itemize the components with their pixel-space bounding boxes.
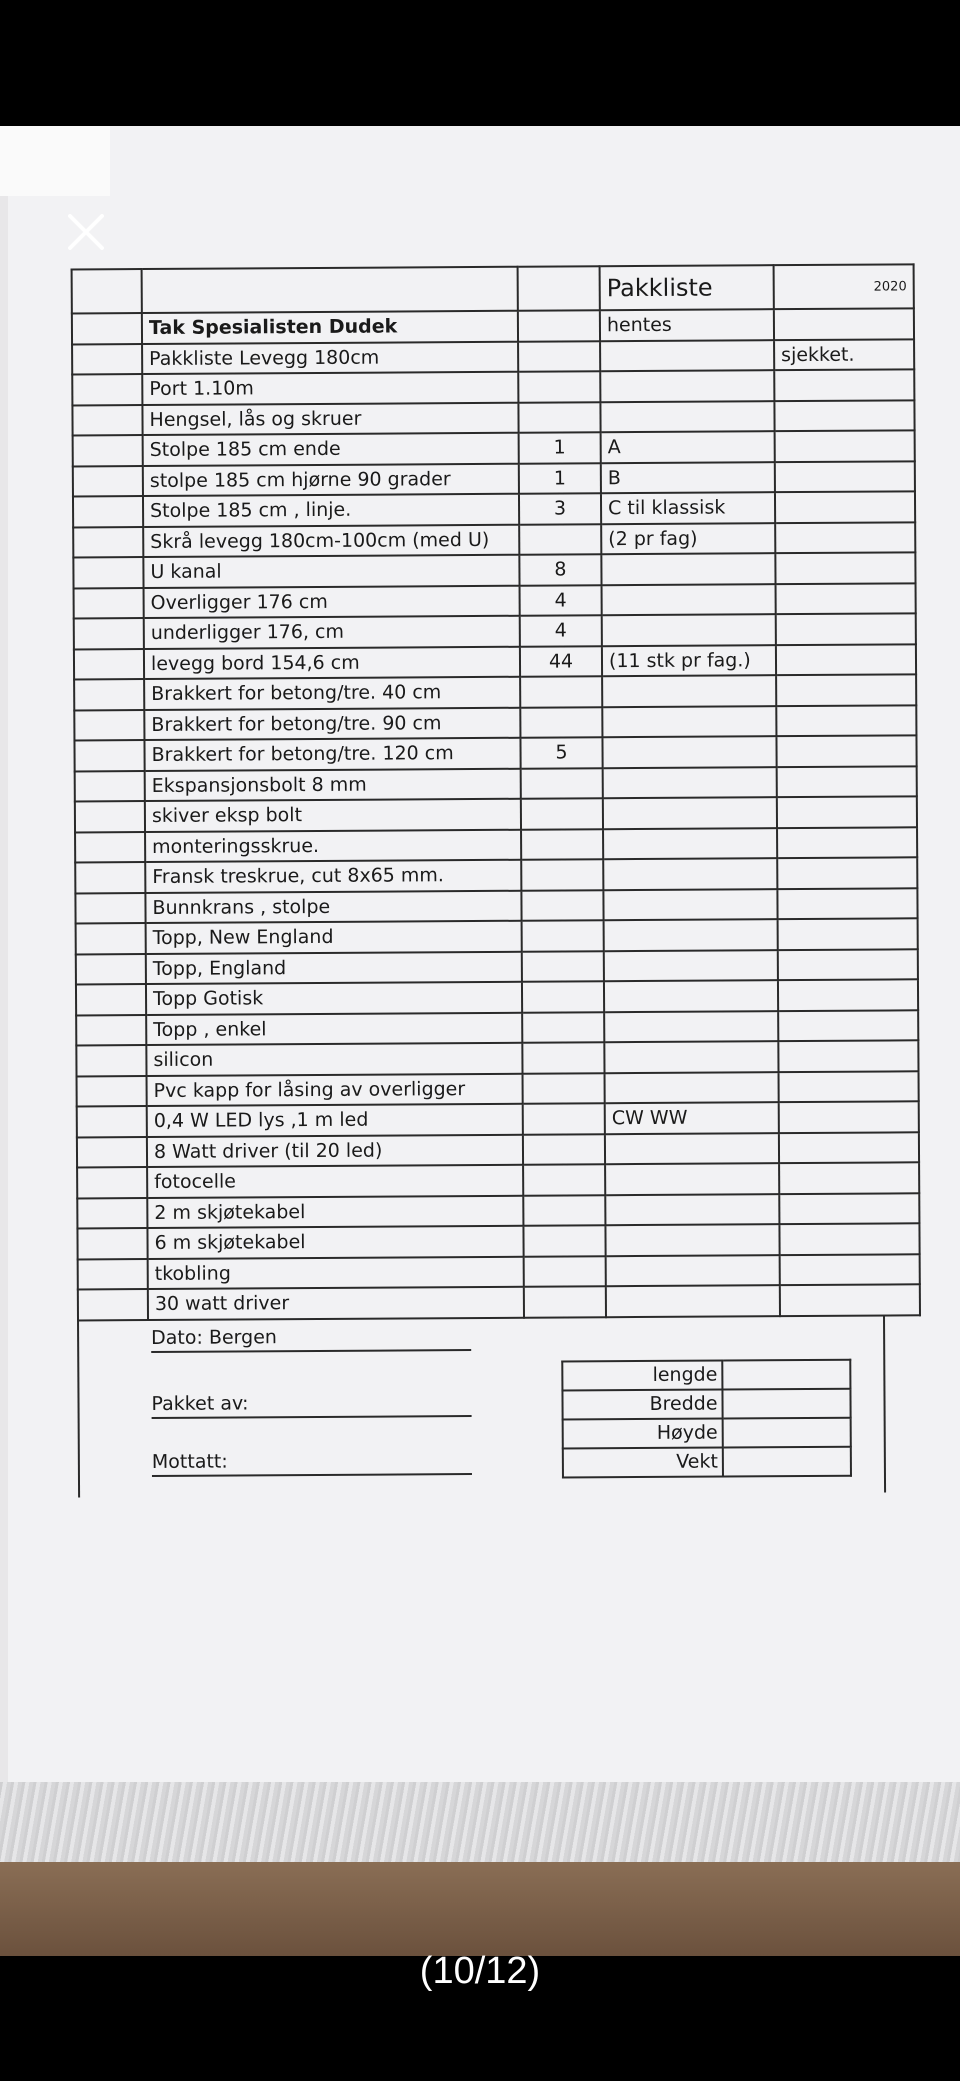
note-cell: CW WW bbox=[605, 1102, 779, 1134]
checked-cell bbox=[776, 644, 916, 675]
item-cell: Ekspansjonsbolt 8 mm bbox=[145, 768, 521, 801]
checked-cell bbox=[777, 888, 917, 919]
close-icon bbox=[62, 208, 110, 256]
row-index-cell bbox=[73, 527, 143, 558]
qty-cell: 8 bbox=[519, 554, 601, 585]
item-cell: Stolpe 185 cm , linje. bbox=[143, 494, 519, 527]
company-name: Tak Spesialisten Dudek bbox=[142, 311, 518, 344]
qty-cell bbox=[521, 798, 603, 829]
item-cell: 8 Watt driver (til 20 led) bbox=[147, 1134, 523, 1167]
packing-table bbox=[71, 263, 921, 1321]
qty-cell bbox=[522, 1012, 604, 1043]
note-cell bbox=[603, 858, 777, 890]
list-subtitle: Pakkliste Levegg 180cm bbox=[142, 341, 518, 374]
table-row bbox=[78, 1284, 920, 1320]
item-cell: Topp, New England bbox=[146, 921, 522, 954]
row-index-cell bbox=[75, 893, 145, 924]
dimension-value bbox=[723, 1446, 851, 1476]
item-cell: 0,4 W LED lys ,1 m led bbox=[147, 1104, 523, 1137]
row-index-cell bbox=[74, 710, 144, 741]
qty-cell bbox=[522, 1042, 604, 1073]
qty-cell bbox=[523, 1073, 605, 1104]
dimension-label: Vekt bbox=[563, 1447, 723, 1477]
dimension-label: Høyde bbox=[563, 1418, 723, 1448]
note-cell bbox=[604, 950, 778, 982]
row-index-cell bbox=[75, 771, 145, 802]
note-cell bbox=[603, 797, 777, 829]
note-cell bbox=[600, 401, 774, 433]
item-cell: skiver eksp bolt bbox=[145, 799, 521, 832]
checked-cell bbox=[779, 1223, 919, 1254]
qty-cell bbox=[523, 1164, 605, 1195]
checked-cell bbox=[776, 583, 916, 614]
item-cell: Pvc kapp for låsing av overligger bbox=[147, 1073, 523, 1106]
item-cell: Bunnkrans , stolpe bbox=[145, 890, 521, 923]
note-cell bbox=[602, 614, 776, 646]
item-cell: Brakkert for betong/tre. 90 cm bbox=[144, 707, 520, 740]
note-cell bbox=[602, 584, 776, 616]
item-cell: Port 1.10m bbox=[142, 372, 518, 405]
row-index-cell bbox=[73, 496, 143, 527]
qty-cell bbox=[521, 859, 603, 890]
row-index-cell bbox=[76, 984, 146, 1015]
document-footer bbox=[77, 1316, 886, 1497]
item-cell: 30 watt driver bbox=[148, 1287, 524, 1320]
row-index-cell bbox=[77, 1076, 147, 1107]
qty-cell bbox=[523, 1103, 605, 1134]
checked-cell bbox=[776, 735, 916, 766]
checked-cell bbox=[775, 461, 915, 492]
dimension-value bbox=[722, 1388, 850, 1418]
item-cell: underligger 176, cm bbox=[144, 616, 520, 649]
item-cell: 6 m skjøtekabel bbox=[147, 1226, 523, 1259]
note-cell: A bbox=[601, 431, 775, 463]
dato-line: Dato: Bergen bbox=[151, 1325, 471, 1353]
note-cell: B bbox=[601, 462, 775, 494]
pakket-av-line: Pakket av: bbox=[151, 1391, 471, 1419]
row-index-cell bbox=[73, 466, 143, 497]
checked-cell bbox=[775, 522, 915, 553]
row-index-cell bbox=[78, 1289, 148, 1320]
qty-cell bbox=[521, 829, 603, 860]
checked-cell bbox=[779, 1132, 919, 1163]
checked-cell bbox=[779, 1162, 919, 1193]
dimensions-table bbox=[561, 1358, 852, 1478]
row-index-cell bbox=[74, 740, 144, 771]
qty-cell: 5 bbox=[520, 737, 602, 768]
qty-cell: 4 bbox=[520, 615, 602, 646]
note-cell bbox=[605, 1194, 779, 1226]
item-cell: 2 m skjøtekabel bbox=[147, 1195, 523, 1228]
checked-cell bbox=[778, 979, 918, 1010]
item-cell: Hengsel, lås og skruer bbox=[142, 402, 518, 435]
qty-cell: 44 bbox=[520, 646, 602, 677]
dimension-value bbox=[722, 1359, 850, 1389]
note-cell bbox=[603, 889, 777, 921]
item-cell: Topp, England bbox=[146, 951, 522, 984]
row-index-cell bbox=[77, 1198, 147, 1229]
dimension-label: lengde bbox=[562, 1360, 722, 1390]
close-button[interactable] bbox=[62, 208, 110, 256]
note-cell: C til klassisk bbox=[601, 492, 775, 524]
floor bbox=[0, 1862, 960, 1956]
row-index-cell bbox=[74, 649, 144, 680]
item-cell: stolpe 185 cm hjørne 90 grader bbox=[143, 463, 519, 496]
dimension-label: Bredde bbox=[562, 1389, 722, 1419]
qty-cell bbox=[521, 890, 603, 921]
row-index-cell bbox=[76, 1015, 146, 1046]
dimension-row bbox=[562, 1388, 850, 1419]
note-cell bbox=[606, 1255, 780, 1287]
qty-cell: 1 bbox=[519, 432, 601, 463]
checked-cell bbox=[777, 796, 917, 827]
row-index-cell bbox=[75, 832, 145, 863]
note-cell bbox=[602, 675, 776, 707]
checked-cell bbox=[778, 1040, 918, 1071]
checked-cell bbox=[774, 369, 914, 400]
note-cell bbox=[605, 1224, 779, 1256]
checked-cell bbox=[778, 918, 918, 949]
checked-cell bbox=[776, 613, 916, 644]
checked-cell bbox=[777, 766, 917, 797]
packing-list-document bbox=[71, 264, 907, 1473]
sjekket-label: sjekket. bbox=[774, 339, 914, 370]
row-index-cell bbox=[77, 1167, 147, 1198]
qty-cell bbox=[524, 1286, 606, 1317]
qty-cell: 3 bbox=[519, 493, 601, 524]
note-cell bbox=[605, 1133, 779, 1165]
qty-cell bbox=[522, 981, 604, 1012]
item-cell: Overligger 176 cm bbox=[144, 585, 520, 618]
checked-cell bbox=[780, 1284, 920, 1315]
row-index-cell bbox=[72, 405, 142, 436]
qty-cell bbox=[522, 920, 604, 951]
note-cell bbox=[604, 980, 778, 1012]
row-index-cell bbox=[72, 374, 142, 405]
dimension-row bbox=[563, 1417, 851, 1448]
checked-cell bbox=[779, 1193, 919, 1224]
checked-cell bbox=[775, 552, 915, 583]
qty-cell bbox=[522, 951, 604, 982]
header-row bbox=[72, 264, 914, 313]
qty-cell bbox=[523, 1134, 605, 1165]
page-counter: (10/12) bbox=[419, 1950, 541, 1992]
row-index-cell bbox=[74, 588, 144, 619]
checked-cell bbox=[779, 1071, 919, 1102]
qty-cell: 4 bbox=[520, 585, 602, 616]
checked-cell bbox=[777, 857, 917, 888]
qty-cell bbox=[520, 676, 602, 707]
note-cell bbox=[604, 1011, 778, 1043]
checked-cell bbox=[777, 827, 917, 858]
dimension-row bbox=[562, 1359, 850, 1390]
checked-cell bbox=[774, 400, 914, 431]
item-cell: Brakkert for betong/tre. 40 cm bbox=[144, 677, 520, 710]
row-index-cell bbox=[76, 954, 146, 985]
note-cell bbox=[604, 919, 778, 951]
document-title: Pakkliste bbox=[600, 265, 774, 310]
note-cell: (11 stk pr fag.) bbox=[602, 645, 776, 677]
note-cell bbox=[602, 706, 776, 738]
item-cell: Brakkert for betong/tre. 120 cm bbox=[144, 738, 520, 771]
checked-cell bbox=[778, 949, 918, 980]
qty-cell: 1 bbox=[519, 463, 601, 494]
item-cell: levegg bord 154,6 cm bbox=[144, 646, 520, 679]
row-index-cell bbox=[73, 557, 143, 588]
note-cell bbox=[603, 828, 777, 860]
qty-cell bbox=[520, 707, 602, 738]
mottatt-line: Mottatt: bbox=[152, 1449, 472, 1477]
note-cell bbox=[604, 1041, 778, 1073]
checked-cell bbox=[775, 491, 915, 522]
checked-cell bbox=[780, 1254, 920, 1285]
item-cell: Topp , enkel bbox=[146, 1012, 522, 1045]
dimension-row bbox=[563, 1446, 851, 1477]
note-cell bbox=[605, 1072, 779, 1104]
paper-corner bbox=[0, 126, 110, 196]
row-index-cell bbox=[74, 679, 144, 710]
row-index-cell bbox=[77, 1228, 147, 1259]
row-index-cell bbox=[77, 1106, 147, 1137]
row-index-cell bbox=[75, 801, 145, 832]
item-cell: silicon bbox=[146, 1043, 522, 1076]
row-index-cell bbox=[74, 618, 144, 649]
item-cell: Stolpe 185 cm ende bbox=[143, 433, 519, 466]
row-index-cell bbox=[73, 435, 143, 466]
row-index-cell bbox=[76, 923, 146, 954]
wall-texture bbox=[0, 1782, 960, 1862]
hentes-label: hentes bbox=[600, 309, 774, 341]
item-cell: fotocelle bbox=[147, 1165, 523, 1198]
qty-cell bbox=[518, 402, 600, 433]
checked-cell bbox=[776, 705, 916, 736]
item-cell: Fransk treskrue, cut 8x65 mm. bbox=[145, 860, 521, 893]
row-index-cell bbox=[77, 1137, 147, 1168]
qty-cell bbox=[519, 524, 601, 555]
checked-cell bbox=[778, 1010, 918, 1041]
qty-cell bbox=[521, 768, 603, 799]
row-index-cell bbox=[76, 1045, 146, 1076]
checked-cell bbox=[779, 1101, 919, 1132]
item-cell: Topp Gotisk bbox=[146, 982, 522, 1015]
note-cell bbox=[606, 1285, 780, 1317]
item-cell: tkobling bbox=[148, 1256, 524, 1289]
row-index-cell bbox=[78, 1259, 148, 1290]
item-cell: U kanal bbox=[143, 555, 519, 588]
note-cell bbox=[600, 370, 774, 402]
note-cell bbox=[601, 553, 775, 585]
qty-cell bbox=[518, 371, 600, 402]
row-index-cell bbox=[75, 862, 145, 893]
note-cell bbox=[605, 1163, 779, 1195]
note-cell bbox=[602, 736, 776, 768]
note-cell bbox=[603, 767, 777, 799]
item-cell: monteringsskrue. bbox=[145, 829, 521, 862]
item-cell: Skrå levegg 180cm-100cm (med U) bbox=[143, 524, 519, 557]
qty-cell bbox=[523, 1225, 605, 1256]
dimension-value bbox=[723, 1417, 851, 1447]
document-year: 2020 bbox=[774, 264, 914, 309]
checked-cell bbox=[776, 674, 916, 705]
qty-cell bbox=[523, 1195, 605, 1226]
checked-cell bbox=[775, 430, 915, 461]
qty-cell bbox=[524, 1256, 606, 1287]
note-cell: (2 pr fag) bbox=[601, 523, 775, 555]
